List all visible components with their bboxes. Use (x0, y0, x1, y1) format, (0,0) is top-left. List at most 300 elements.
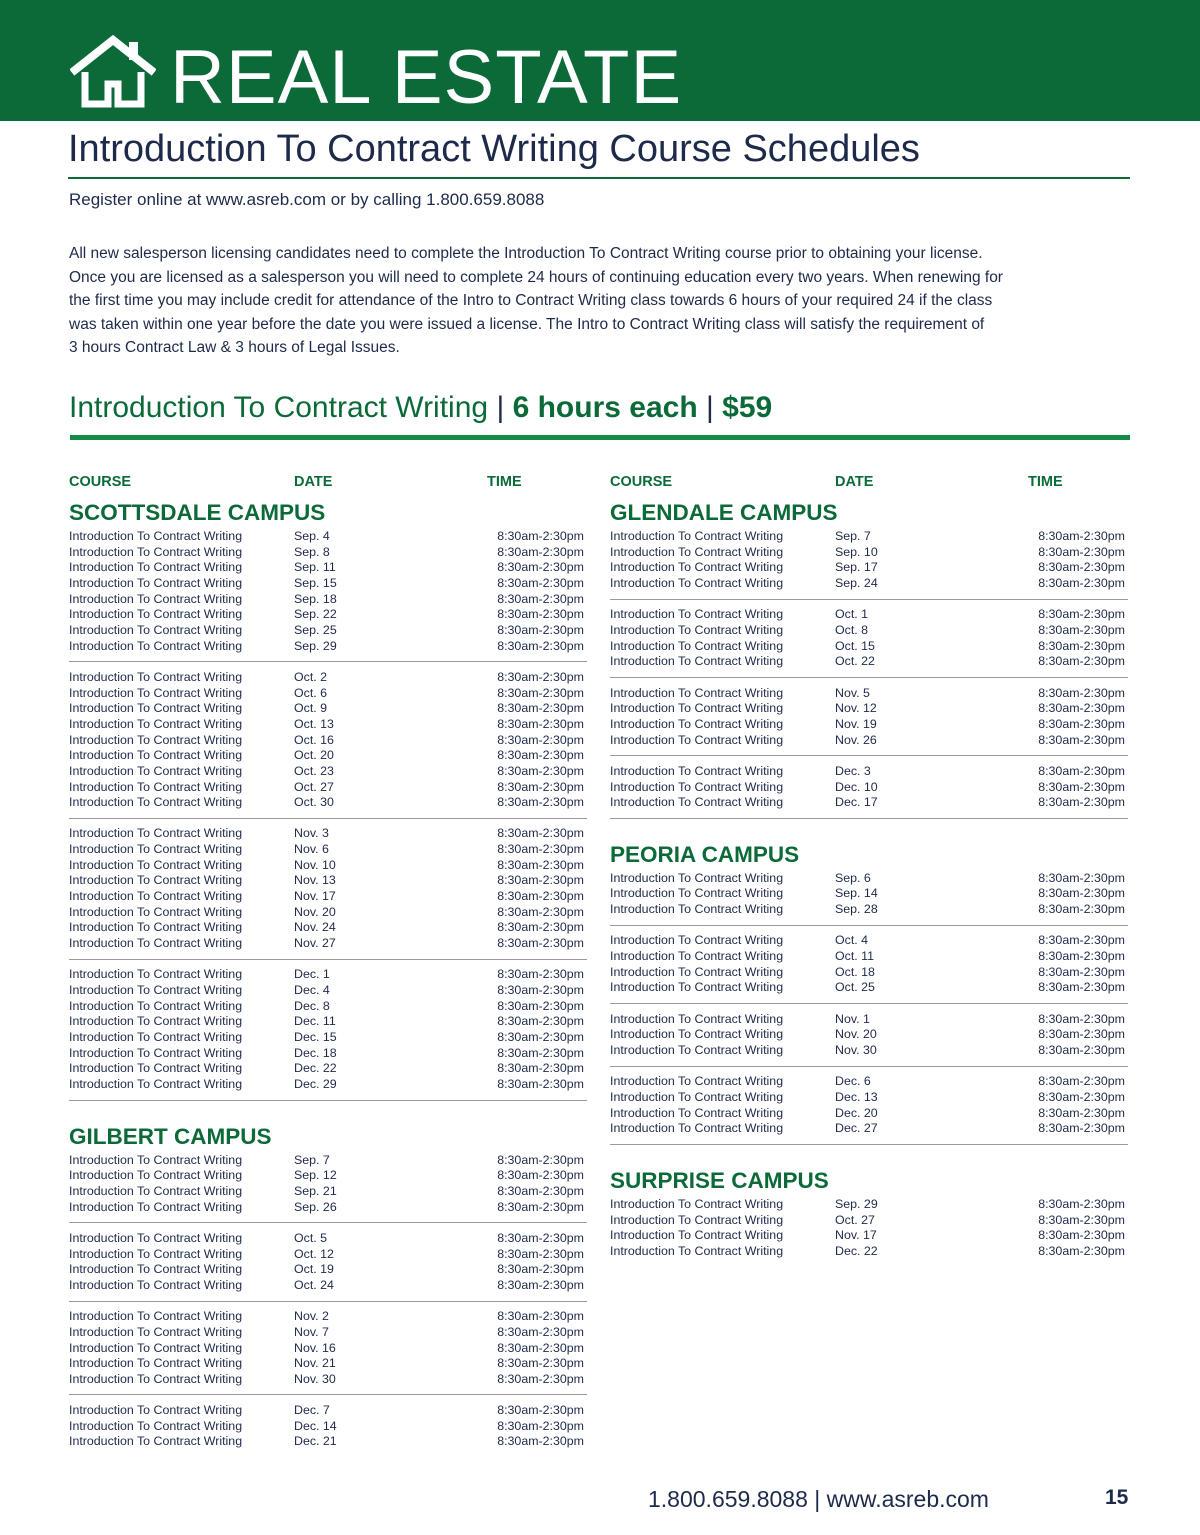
course-name: Introduction To Contract Writing (69, 1199, 243, 1214)
schedule-row (69, 1403, 587, 1419)
schedule-row (610, 1090, 1128, 1106)
schedule-row (610, 545, 1128, 561)
course-name: Introduction To Contract Writing (69, 701, 243, 716)
session-date: Oct. 6 (294, 685, 328, 700)
session-time: 8:30am-2:30pm (497, 1340, 584, 1355)
schedule-row (69, 607, 587, 623)
schedule-row (69, 748, 587, 764)
course-name: Introduction To Contract Writing (69, 1434, 243, 1449)
schedule-row (69, 1046, 587, 1062)
schedule-row (69, 733, 587, 749)
session-time: 8:30am-2:30pm (497, 1168, 584, 1183)
course-name: Introduction To Contract Writing (610, 1011, 784, 1026)
course-name: Introduction To Contract Writing (69, 732, 243, 747)
session-date: Dec. 15 (294, 1030, 337, 1044)
course-name: Introduction To Contract Writing (69, 1030, 243, 1044)
intro-line: Once you are licensed as a salesperson you will need to complete 24 hours of continuing education every two years. When renewing for (69, 268, 1003, 286)
column-header-row (610, 474, 1128, 492)
footer-contact: 1.800.659.8088 | www.asreb.com (648, 1486, 989, 1512)
schedule-row (610, 886, 1128, 902)
schedule-row (610, 576, 1128, 592)
group-spacer (610, 996, 1128, 1012)
schedule-row (69, 639, 587, 655)
course-name: Introduction To Contract Writing (69, 575, 243, 590)
page-number: 15 (1105, 1486, 1129, 1509)
course-name: Introduction To Contract Writing (610, 1243, 784, 1258)
session-time: 8:30am-2:30pm (1038, 949, 1125, 964)
session-date: Oct. 23 (294, 763, 334, 778)
session-date: Nov. 12 (835, 701, 877, 716)
schedule-row (610, 654, 1128, 670)
course-name: Introduction To Contract Writing (610, 795, 784, 810)
schedule-row (610, 965, 1128, 981)
schedule-row (610, 764, 1128, 780)
session-date: Sep. 26 (294, 1199, 337, 1214)
schedule-row (69, 1434, 587, 1450)
course-name: Introduction To Contract Writing (69, 1324, 243, 1339)
schedule-row (69, 592, 587, 608)
session-time: 8:30am-2:30pm (497, 1045, 584, 1060)
session-date: Sep. 7 (835, 529, 871, 543)
schedule-row (69, 529, 587, 545)
course-name: Introduction To Contract Writing (69, 1340, 243, 1355)
session-date: Nov. 20 (294, 904, 336, 919)
session-date: Dec. 17 (835, 795, 878, 810)
session-time: 8:30am-2:30pm (1038, 763, 1125, 778)
schedule-row (69, 1231, 587, 1247)
group-spacer (610, 1059, 1128, 1075)
schedule-row (610, 1228, 1128, 1244)
campus-spacer (69, 1093, 587, 1112)
session-date: Dec. 4 (294, 983, 330, 998)
schedule-row (69, 576, 587, 592)
schedule-row (69, 780, 587, 796)
campus-heading: PEORIA CAMPUS (610, 841, 800, 867)
session-time: 8:30am-2:30pm (497, 1030, 584, 1044)
course-name: Introduction To Contract Writing (69, 826, 243, 841)
schedule-row (610, 560, 1128, 576)
session-date: Nov. 16 (294, 1340, 336, 1355)
session-date: Oct. 1 (835, 607, 869, 622)
session-date: Oct. 4 (835, 933, 869, 948)
course-name: Introduction To Contract Writing (610, 1043, 784, 1058)
course-heading (69, 389, 772, 427)
course-name: Introduction To Contract Writing (610, 964, 784, 979)
session-date: Dec. 21 (294, 1434, 337, 1449)
course-name: Introduction To Contract Writing (69, 638, 243, 653)
group-spacer (610, 592, 1128, 608)
course-name: Introduction To Contract Writing (69, 1076, 243, 1091)
schedule-row (610, 980, 1128, 996)
schedule-row (610, 529, 1128, 545)
course-name: Introduction To Contract Writing (610, 949, 784, 964)
session-date: Nov. 13 (294, 873, 336, 888)
session-time: 8:30am-2:30pm (497, 967, 584, 982)
course-name: Introduction To Contract Writing (69, 560, 243, 575)
course-name: Introduction To Contract Writing (69, 1356, 243, 1371)
course-name: Introduction To Contract Writing (69, 967, 243, 982)
course-name: Introduction To Contract Writing (69, 716, 243, 731)
course-name: Introduction To Contract Writing (610, 763, 784, 778)
schedule-row (69, 670, 587, 686)
session-time: 8:30am-2:30pm (1038, 1105, 1125, 1120)
course-name: Introduction To Contract Writing (69, 1371, 243, 1386)
schedule-row (610, 1106, 1128, 1122)
session-date: Nov. 10 (294, 857, 336, 872)
session-time: 8:30am-2:30pm (497, 1199, 584, 1214)
schedule-row (610, 1244, 1128, 1260)
course-name: Introduction To Contract Writing (69, 1403, 243, 1418)
session-time: 8:30am-2:30pm (497, 936, 584, 951)
intro-line: the first time you may include credit for attendance of the Intro to Contract Writing class towards 6 hours of your required 24 if the class (69, 292, 993, 310)
column-header-date: DATE (835, 474, 874, 490)
session-time: 8:30am-2:30pm (497, 529, 584, 543)
session-date: Dec. 13 (835, 1090, 878, 1104)
schedule-row (69, 889, 587, 905)
session-time: 8:30am-2:30pm (497, 1309, 584, 1324)
session-date: Dec. 1 (294, 967, 330, 982)
campus-heading: GILBERT CAMPUS (69, 1123, 272, 1149)
session-time: 8:30am-2:30pm (497, 638, 584, 653)
session-time: 8:30am-2:30pm (1038, 964, 1125, 979)
session-date: Sep. 6 (835, 870, 871, 885)
session-time: 8:30am-2:30pm (497, 1246, 584, 1261)
schedule-row (610, 623, 1128, 639)
course-name: Introduction To Contract Writing (610, 529, 784, 543)
session-date: Sep. 22 (294, 607, 337, 622)
schedule-row (610, 1213, 1128, 1229)
course-name: Introduction To Contract Writing (610, 638, 784, 653)
session-date: Dec. 6 (835, 1074, 871, 1089)
course-name: Introduction To Contract Writing (69, 904, 243, 919)
column-header-time: TIME (487, 474, 522, 490)
session-date: Nov. 30 (294, 1371, 336, 1386)
schedule-row (69, 1061, 587, 1077)
session-time: 8:30am-2:30pm (497, 1324, 584, 1339)
session-date: Nov. 17 (294, 889, 336, 904)
session-date: Sep. 8 (294, 544, 330, 559)
schedule-row (69, 1247, 587, 1263)
session-date: Dec. 7 (294, 1403, 330, 1418)
schedule-column-right (610, 474, 1128, 1260)
session-time: 8:30am-2:30pm (1038, 1043, 1125, 1058)
schedule-row (69, 686, 587, 702)
course-name: Introduction To Contract Writing (69, 607, 243, 622)
course-heading-hours: 6 hours each (512, 391, 698, 424)
course-name: Introduction To Contract Writing (610, 886, 784, 901)
course-name: Introduction To Contract Writing (610, 870, 784, 885)
group-spacer (69, 952, 587, 968)
schedule-row (69, 1262, 587, 1278)
session-time: 8:30am-2:30pm (1038, 779, 1125, 794)
schedule-row (69, 967, 587, 983)
title-divider (68, 177, 1130, 179)
session-time: 8:30am-2:30pm (497, 1277, 584, 1292)
intro-line: was taken within one year before the date you were issued a license. The Intro to Contract Writing class will satisfy the requirement of (69, 315, 985, 333)
schedule-row (69, 936, 587, 952)
session-date: Oct. 19 (294, 1262, 334, 1277)
course-name: Introduction To Contract Writing (69, 1309, 243, 1324)
session-date: Nov. 5 (835, 685, 870, 700)
schedule-row (610, 780, 1128, 796)
session-date: Dec. 3 (835, 763, 871, 778)
course-heading-divider (70, 435, 1130, 440)
course-name: Introduction To Contract Writing (69, 763, 243, 778)
course-name: Introduction To Contract Writing (610, 980, 784, 995)
course-name: Introduction To Contract Writing (69, 1418, 243, 1433)
session-time: 8:30am-2:30pm (1038, 902, 1125, 917)
course-name: Introduction To Contract Writing (69, 779, 243, 794)
schedule-row (610, 1197, 1128, 1213)
session-time: 8:30am-2:30pm (497, 575, 584, 590)
schedule-row (69, 826, 587, 842)
session-time: 8:30am-2:30pm (1038, 529, 1125, 543)
schedule-row (610, 639, 1128, 655)
session-time: 8:30am-2:30pm (497, 622, 584, 637)
schedule-row (610, 795, 1128, 811)
session-date: Sep. 28 (835, 902, 878, 917)
course-name: Introduction To Contract Writing (69, 998, 243, 1013)
session-time: 8:30am-2:30pm (497, 748, 584, 763)
course-name: Introduction To Contract Writing (69, 889, 243, 904)
course-name: Introduction To Contract Writing (610, 1105, 784, 1120)
session-time: 8:30am-2:30pm (497, 1183, 584, 1198)
schedule-row (69, 983, 587, 999)
session-time: 8:30am-2:30pm (497, 842, 584, 857)
course-name: Introduction To Contract Writing (69, 1277, 243, 1292)
course-name: Introduction To Contract Writing (610, 732, 784, 747)
session-time: 8:30am-2:30pm (497, 544, 584, 559)
session-time: 8:30am-2:30pm (497, 716, 584, 731)
session-time: 8:30am-2:30pm (497, 685, 584, 700)
course-name: Introduction To Contract Writing (610, 575, 784, 590)
course-name: Introduction To Contract Writing (610, 1074, 784, 1089)
course-name: Introduction To Contract Writing (69, 622, 243, 637)
schedule-row (69, 1356, 587, 1372)
session-time: 8:30am-2:30pm (1038, 560, 1125, 575)
course-name: Introduction To Contract Writing (69, 1246, 243, 1261)
course-heading-price: $59 (722, 391, 773, 424)
session-date: Dec. 10 (835, 779, 878, 794)
schedule-row (69, 1419, 587, 1435)
session-time: 8:30am-2:30pm (497, 998, 584, 1013)
session-time: 8:30am-2:30pm (497, 1371, 584, 1386)
course-name: Introduction To Contract Writing (69, 1230, 243, 1245)
session-date: Sep. 4 (294, 529, 330, 543)
session-time: 8:30am-2:30pm (1038, 1074, 1125, 1089)
schedule-column-left (69, 474, 587, 1450)
course-name: Introduction To Contract Writing (69, 873, 243, 888)
session-time: 8:30am-2:30pm (497, 873, 584, 888)
header-banner (0, 0, 1200, 121)
session-time: 8:30am-2:30pm (1038, 870, 1125, 885)
course-name: Introduction To Contract Writing (69, 795, 243, 810)
session-date: Oct. 2 (294, 669, 328, 684)
intro-paragraph (69, 242, 1131, 360)
schedule-row (69, 1014, 587, 1030)
session-time: 8:30am-2:30pm (1038, 980, 1125, 995)
group-spacer (610, 670, 1128, 686)
course-name: Introduction To Contract Writing (610, 1196, 784, 1211)
session-time: 8:30am-2:30pm (497, 1434, 584, 1449)
schedule-row (610, 1012, 1128, 1028)
session-date: Nov. 2 (294, 1309, 329, 1324)
session-date: Oct. 11 (835, 949, 875, 964)
session-time: 8:30am-2:30pm (497, 857, 584, 872)
schedule-row (69, 842, 587, 858)
session-date: Oct. 8 (835, 622, 869, 637)
course-name: Introduction To Contract Writing (610, 544, 784, 559)
course-name: Introduction To Contract Writing (610, 779, 784, 794)
course-name: Introduction To Contract Writing (69, 983, 243, 998)
course-name: Introduction To Contract Writing (69, 842, 243, 857)
schedule-row (69, 1168, 587, 1184)
course-heading-separator: | (496, 391, 505, 424)
schedule-row (69, 1309, 587, 1325)
schedule-row (610, 1043, 1128, 1059)
group-spacer (610, 748, 1128, 764)
session-date: Sep. 12 (294, 1168, 337, 1183)
campus-spacer (610, 1137, 1128, 1156)
session-date: Sep. 25 (294, 622, 337, 637)
schedule-row (69, 795, 587, 811)
session-time: 8:30am-2:30pm (497, 669, 584, 684)
session-date: Oct. 27 (835, 1212, 875, 1227)
session-date: Nov. 17 (835, 1228, 877, 1243)
session-time: 8:30am-2:30pm (497, 1152, 584, 1167)
schedule-row (69, 1200, 587, 1216)
column-header-course: COURSE (610, 474, 673, 490)
schedule-row (69, 545, 587, 561)
session-date: Oct. 5 (294, 1230, 328, 1245)
banner-title: REAL ESTATE (170, 35, 683, 120)
course-name: Introduction To Contract Writing (610, 701, 784, 716)
session-time: 8:30am-2:30pm (1038, 732, 1125, 747)
course-name: Introduction To Contract Writing (69, 1168, 243, 1183)
session-date: Nov. 26 (835, 732, 877, 747)
course-name: Introduction To Contract Writing (69, 936, 243, 951)
session-date: Dec. 22 (835, 1243, 878, 1258)
session-date: Dec. 8 (294, 998, 330, 1013)
schedule-row (69, 1325, 587, 1341)
schedule-row (69, 1278, 587, 1294)
course-name: Introduction To Contract Writing (69, 857, 243, 872)
session-date: Sep. 15 (294, 575, 337, 590)
session-date: Oct. 16 (294, 732, 334, 747)
session-date: Oct. 15 (835, 638, 875, 653)
session-time: 8:30am-2:30pm (1038, 685, 1125, 700)
group-spacer (69, 654, 587, 670)
page-title: Introduction To Contract Writing Course Schedules (68, 128, 920, 170)
group-spacer (69, 1387, 587, 1403)
session-date: Oct. 27 (294, 779, 334, 794)
session-date: Oct. 25 (835, 980, 875, 995)
session-date: Sep. 21 (294, 1183, 337, 1198)
session-date: Dec. 18 (294, 1045, 337, 1060)
course-name: Introduction To Contract Writing (610, 716, 784, 731)
course-name: Introduction To Contract Writing (69, 1045, 243, 1060)
session-date: Sep. 17 (835, 560, 878, 575)
schedule-row (610, 686, 1128, 702)
course-name: Introduction To Contract Writing (69, 1061, 243, 1076)
session-time: 8:30am-2:30pm (497, 889, 584, 904)
schedule-row (69, 1341, 587, 1357)
session-time: 8:30am-2:30pm (1038, 622, 1125, 637)
session-time: 8:30am-2:30pm (497, 560, 584, 575)
schedule-row (610, 1121, 1128, 1137)
schedule-row (69, 1153, 587, 1169)
session-time: 8:30am-2:30pm (497, 701, 584, 716)
course-name: Introduction To Contract Writing (69, 669, 243, 684)
schedule-row (69, 999, 587, 1015)
campus-spacer (610, 811, 1128, 830)
course-name: Introduction To Contract Writing (69, 685, 243, 700)
session-time: 8:30am-2:30pm (497, 1403, 584, 1418)
session-date: Sep. 7 (294, 1152, 330, 1167)
schedule-row (69, 560, 587, 576)
session-date: Dec. 20 (835, 1105, 878, 1120)
session-date: Oct. 22 (835, 654, 875, 669)
course-name: Introduction To Contract Writing (610, 685, 784, 700)
session-date: Dec. 29 (294, 1076, 337, 1091)
session-date: Dec. 14 (294, 1418, 337, 1433)
schedule-row (610, 607, 1128, 623)
house-icon (70, 34, 156, 108)
session-date: Oct. 30 (294, 795, 334, 810)
session-time: 8:30am-2:30pm (1038, 1196, 1125, 1211)
column-header-date: DATE (294, 474, 333, 490)
schedule-row (610, 733, 1128, 749)
course-name: Introduction To Contract Writing (610, 1090, 784, 1104)
session-date: Sep. 18 (294, 591, 337, 606)
course-name: Introduction To Contract Writing (69, 591, 243, 606)
session-time: 8:30am-2:30pm (497, 591, 584, 606)
schedule-row (69, 1184, 587, 1200)
course-name: Introduction To Contract Writing (69, 920, 243, 935)
schedule-row (69, 1030, 587, 1046)
course-name: Introduction To Contract Writing (69, 748, 243, 763)
course-name: Introduction To Contract Writing (610, 1212, 784, 1227)
session-date: Nov. 1 (835, 1011, 870, 1026)
intro-line: 3 hours Contract Law & 3 hours of Legal Issues. (69, 339, 400, 357)
schedule-row (69, 858, 587, 874)
course-name: Introduction To Contract Writing (69, 1152, 243, 1167)
course-name: Introduction To Contract Writing (610, 622, 784, 637)
session-date: Oct. 18 (835, 964, 875, 979)
course-name: Introduction To Contract Writing (610, 933, 784, 948)
course-name: Introduction To Contract Writing (69, 1262, 243, 1277)
session-time: 8:30am-2:30pm (497, 1230, 584, 1245)
session-time: 8:30am-2:30pm (1038, 716, 1125, 731)
session-date: Nov. 30 (835, 1043, 877, 1058)
course-name: Introduction To Contract Writing (610, 607, 784, 622)
course-name: Introduction To Contract Writing (69, 544, 243, 559)
course-name: Introduction To Contract Writing (610, 1027, 784, 1042)
course-name: Introduction To Contract Writing (610, 902, 784, 917)
session-time: 8:30am-2:30pm (497, 904, 584, 919)
session-date: Nov. 27 (294, 936, 336, 951)
schedule-row (610, 1027, 1128, 1043)
schedule-row (610, 871, 1128, 887)
session-date: Oct. 20 (294, 748, 334, 763)
session-time: 8:30am-2:30pm (1038, 1011, 1125, 1026)
session-time: 8:30am-2:30pm (497, 607, 584, 622)
session-date: Nov. 19 (835, 716, 877, 731)
session-time: 8:30am-2:30pm (1038, 1090, 1125, 1104)
session-date: Oct. 9 (294, 701, 328, 716)
session-time: 8:30am-2:30pm (497, 1418, 584, 1433)
schedule-row (69, 764, 587, 780)
